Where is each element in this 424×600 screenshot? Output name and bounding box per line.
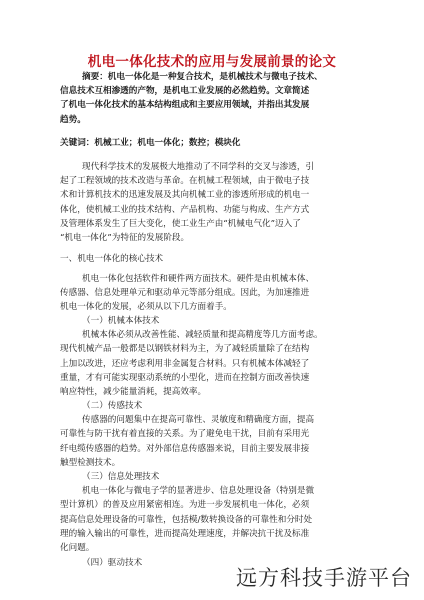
section-heading: 一、机电一体化的核心技术 [60, 254, 164, 264]
subsection-heading: （一）机械本体技术 [82, 316, 160, 326]
abstract [60, 70, 380, 127]
paragraph-line: 机电一体化包括软件和硬件两方面技术。硬件是由机械本体、 [82, 274, 315, 284]
paragraph-line: 起了工程领域的技术改造与革命。在机械工程领域，由于微电子技 [60, 176, 310, 187]
watermark: 远方科技手游平台 [236, 566, 412, 590]
paragraph-line: “机电一体化”为特征的发展阶段。 [60, 233, 190, 244]
paragraph-line: 化问题。 [60, 543, 95, 554]
paragraph-line: 传感器、信息处理单元和驱动单元等部分组成。因此，为加速推进 [60, 288, 310, 299]
paragraph-line: 机电一体化的发展，必须从以下几方面着手。 [60, 302, 232, 313]
subsection-heading: （三）信息处理技术 [82, 472, 160, 482]
subsection-2 [60, 399, 380, 470]
abstract-line: 了机电一体化技术的基本结构组成和主要应用领域，并指出其发展 [60, 100, 310, 111]
subsection-1 [60, 314, 380, 399]
section-1-paragraph [60, 272, 380, 315]
paragraph-line: 机械本体必须从改善性能、减轻质量和提高精度等几方面考虑。 [82, 330, 323, 341]
intro-paragraph [60, 160, 380, 245]
document-title: 机电一体化技术的应用与发展前景的论文 [87, 54, 337, 70]
abstract-line: 信息技术互相渗透的产物，是机电工业发展的必然趋势。文章简述 [60, 86, 310, 97]
paragraph-line: 体化，使机械工业的技术结构、产品机构、功能与构成、生产方式 [60, 204, 310, 215]
paragraph-line: 机电一体化与微电子学的显著进步、信息处理设备（特别是微 [82, 486, 315, 497]
paragraph-line: 提高信息处理设备的可靠性，包括模/数转换设备的可靠性和分时处 [60, 514, 313, 525]
paragraph-line: 术和计算机技术的迅速发展及其向机械工业的渗透所形成的机电一 [60, 190, 310, 201]
paragraph-line: 纤电缆传感器的趋势。对外部信息传感器来说，目前主要发展非接 [60, 443, 310, 454]
keywords-line: 关键词：机械工业；机电一体化；数控；模块化 [60, 138, 241, 148]
paragraph-line: 传感器的问题集中在提高可靠性、灵敏度和精确度方面，提高 [82, 415, 315, 426]
subsection-heading: （四）驱动技术 [82, 558, 143, 568]
paragraph-line: 现代机械产品一般都是以钢铁材料为主，为了减轻质量除了在结构 [60, 344, 310, 355]
section-1-heading [60, 252, 380, 266]
paragraph-line: 可靠性与防干扰有着直接的关系。为了避免电干扰，目前有采用光 [60, 429, 310, 440]
paragraph-line: 上加以改进，还应考虑利用非金属复合材料。只有机械本体减轻了 [60, 358, 310, 369]
subsection-3 [60, 470, 380, 555]
keywords [60, 136, 380, 150]
paragraph-line: 响应特性，减少能量消耗，提高效率。 [60, 387, 207, 398]
paragraph-line: 型计算机）的普及应用紧密相连。为进一步发展机电一体化，必须 [60, 500, 310, 511]
paragraph-line: 重量，才有可能实现驱动系统的小型化，进而在控制方面改善快速 [60, 372, 310, 383]
subsection-heading: （二）传感技术 [82, 401, 143, 411]
paragraph-line: 及管理体系发生了巨大变化，使工业生产由“机械电气化”迈入了 [60, 218, 301, 229]
paragraph-line: 理的输入输出的可靠性，进而提高处理速度，并解决抗干扰及标准 [60, 528, 310, 539]
paragraph-line: 触型检测技术。 [60, 457, 121, 468]
paragraph-line: 现代科学技术的发展极大地推动了不同学科的交叉与渗透，引 [82, 162, 315, 172]
abstract-line: 趋势。 [60, 114, 86, 125]
abstract-line: 摘要：机电一体化是一种复合技术，是机械技术与微电子技术、 [82, 72, 323, 82]
